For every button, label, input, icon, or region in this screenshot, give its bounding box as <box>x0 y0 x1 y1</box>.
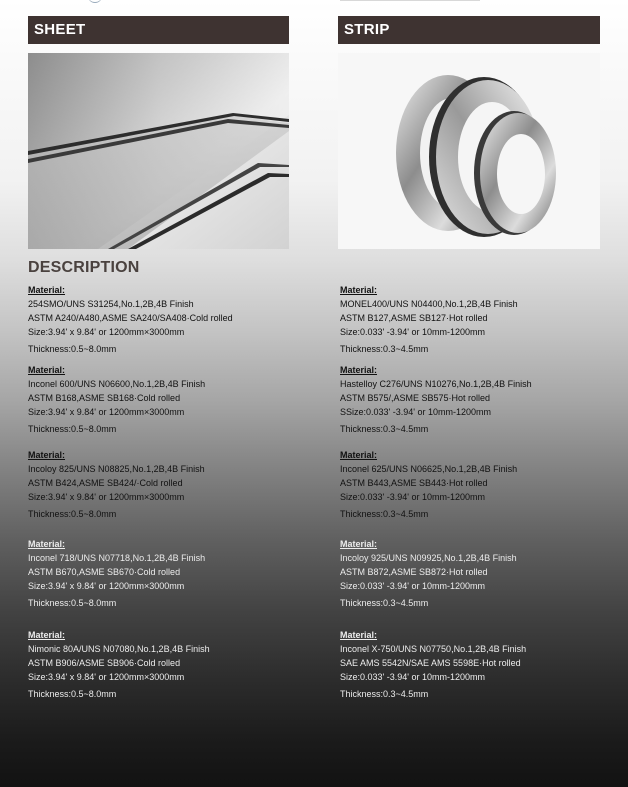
strip-material-block <box>340 629 610 701</box>
material-thickness: Thickness:0.5~8.0mm <box>28 509 117 519</box>
material-label: Material: <box>340 539 378 549</box>
material-spec: ASTM B906/ASME SB906·Cold rolled <box>28 658 181 668</box>
material-thickness: Thickness:0.5~8.0mm <box>28 424 117 434</box>
material-size: Size:0.033' -3.94' or 10mm-1200mm <box>340 492 486 502</box>
material-size: SSize:0.033' -3.94' or 10mm-1200mm <box>340 407 492 417</box>
material-spec: ASTM B670,ASME SB670·Cold rolled <box>28 567 181 577</box>
description-heading: DESCRIPTION <box>28 259 140 276</box>
sheet-material-block <box>28 449 298 521</box>
material-grade: Inconel 625/UNS N06625,No.1,2B,4B Finish <box>340 464 518 474</box>
material-thickness: Thickness:0.3~4.5mm <box>340 689 429 699</box>
sheet-material-block <box>28 629 298 701</box>
material-thickness: Thickness:0.3~4.5mm <box>340 344 429 354</box>
material-grade: 254SMO/UNS S31254,No.1,2B,4B Finish <box>28 299 194 309</box>
material-spec: ASTM B424,ASME SB424/·Cold rolled <box>28 478 183 488</box>
material-thickness: Thickness:0.5~8.0mm <box>28 344 117 354</box>
material-size: Size:3.94' x 9.84' or 1200mm×3000mm <box>28 407 185 417</box>
material-size: Size:0.033' -3.94' or 10mm-1200mm <box>340 327 486 337</box>
top-rule <box>340 0 480 1</box>
material-grade: MONEL400/UNS N04400,No.1,2B,4B Finish <box>340 299 518 309</box>
material-label: Material: <box>340 285 378 295</box>
material-spec: ASTM A240/A480,ASME SA240/SA408·Cold rolled <box>28 313 233 323</box>
strip-photo <box>338 53 600 249</box>
sheet-material-block <box>28 538 298 610</box>
top-decoration <box>0 0 628 4</box>
sheet-section-header: SHEET <box>28 16 289 44</box>
material-label: Material: <box>28 450 66 460</box>
sheet-material-block <box>28 364 298 436</box>
material-size: Size:3.94' x 9.84' or 1200mm×3000mm <box>28 581 185 591</box>
material-thickness: Thickness:0.3~4.5mm <box>340 424 429 434</box>
logo-arc-fragment <box>88 0 102 3</box>
material-grade: Nimonic 80A/UNS N07080,No.1,2B,4B Finish <box>28 644 210 654</box>
strip-material-block <box>340 364 610 436</box>
material-label: Material: <box>28 285 66 295</box>
material-spec: ASTM B575/,ASME SB575·Hot rolled <box>340 393 491 403</box>
material-spec: SAE AMS 5542N/SAE AMS 5598E·Hot rolled <box>340 658 521 668</box>
strip-material-block <box>340 284 610 356</box>
sheet-material-block <box>28 284 298 356</box>
material-label: Material: <box>28 630 66 640</box>
material-label: Material: <box>28 365 66 375</box>
material-thickness: Thickness:0.3~4.5mm <box>340 598 429 608</box>
material-grade: Hastelloy C276/UNS N10276,No.1,2B,4B Finish <box>340 379 532 389</box>
material-size: Size:0.033' -3.94' or 10mm-1200mm <box>340 672 486 682</box>
sheet-photo <box>28 53 289 249</box>
strip-material-block <box>340 449 610 521</box>
material-grade: Incoloy 925/UNS N09925,No.1,2B,4B Finish <box>340 553 517 563</box>
metal-strip-coils-icon <box>338 53 600 249</box>
material-size: Size:3.94' x 9.84' or 1200mm×3000mm <box>28 672 185 682</box>
material-grade: Inconel 600/UNS N06600,No.1,2B,4B Finish <box>28 379 206 389</box>
material-label: Material: <box>28 539 66 549</box>
material-size: Size:3.94' x 9.84' or 1200mm×3000mm <box>28 327 185 337</box>
stacked-metal-sheets-icon <box>28 53 289 249</box>
material-size: Size:3.94' x 9.84' or 1200mm×3000mm <box>28 492 185 502</box>
material-label: Material: <box>340 630 378 640</box>
strip-material-block <box>340 538 610 610</box>
material-size: Size:0.033' -3.94' or 10mm-1200mm <box>340 581 486 591</box>
material-spec: ASTM B168,ASME SB168·Cold rolled <box>28 393 181 403</box>
strip-section-header: STRIP <box>338 16 600 44</box>
material-spec: ASTM B872,ASME SB872·Hot rolled <box>340 567 488 577</box>
material-grade: Incoloy 825/UNS N08825,No.1,2B,4B Finish <box>28 464 205 474</box>
material-thickness: Thickness:0.5~8.0mm <box>28 598 117 608</box>
material-thickness: Thickness:0.3~4.5mm <box>340 509 429 519</box>
material-grade: Inconel 718/UNS N07718,No.1,2B,4B Finish <box>28 553 206 563</box>
material-thickness: Thickness:0.5~8.0mm <box>28 689 117 699</box>
material-spec: ASTM B127,ASME SB127·Hot rolled <box>340 313 488 323</box>
material-label: Material: <box>340 365 378 375</box>
material-spec: ASTM B443,ASME SB443·Hot rolled <box>340 478 488 488</box>
material-grade: Inconel X-750/UNS N07750,No.1,2B,4B Finish <box>340 644 527 654</box>
material-label: Material: <box>340 450 378 460</box>
